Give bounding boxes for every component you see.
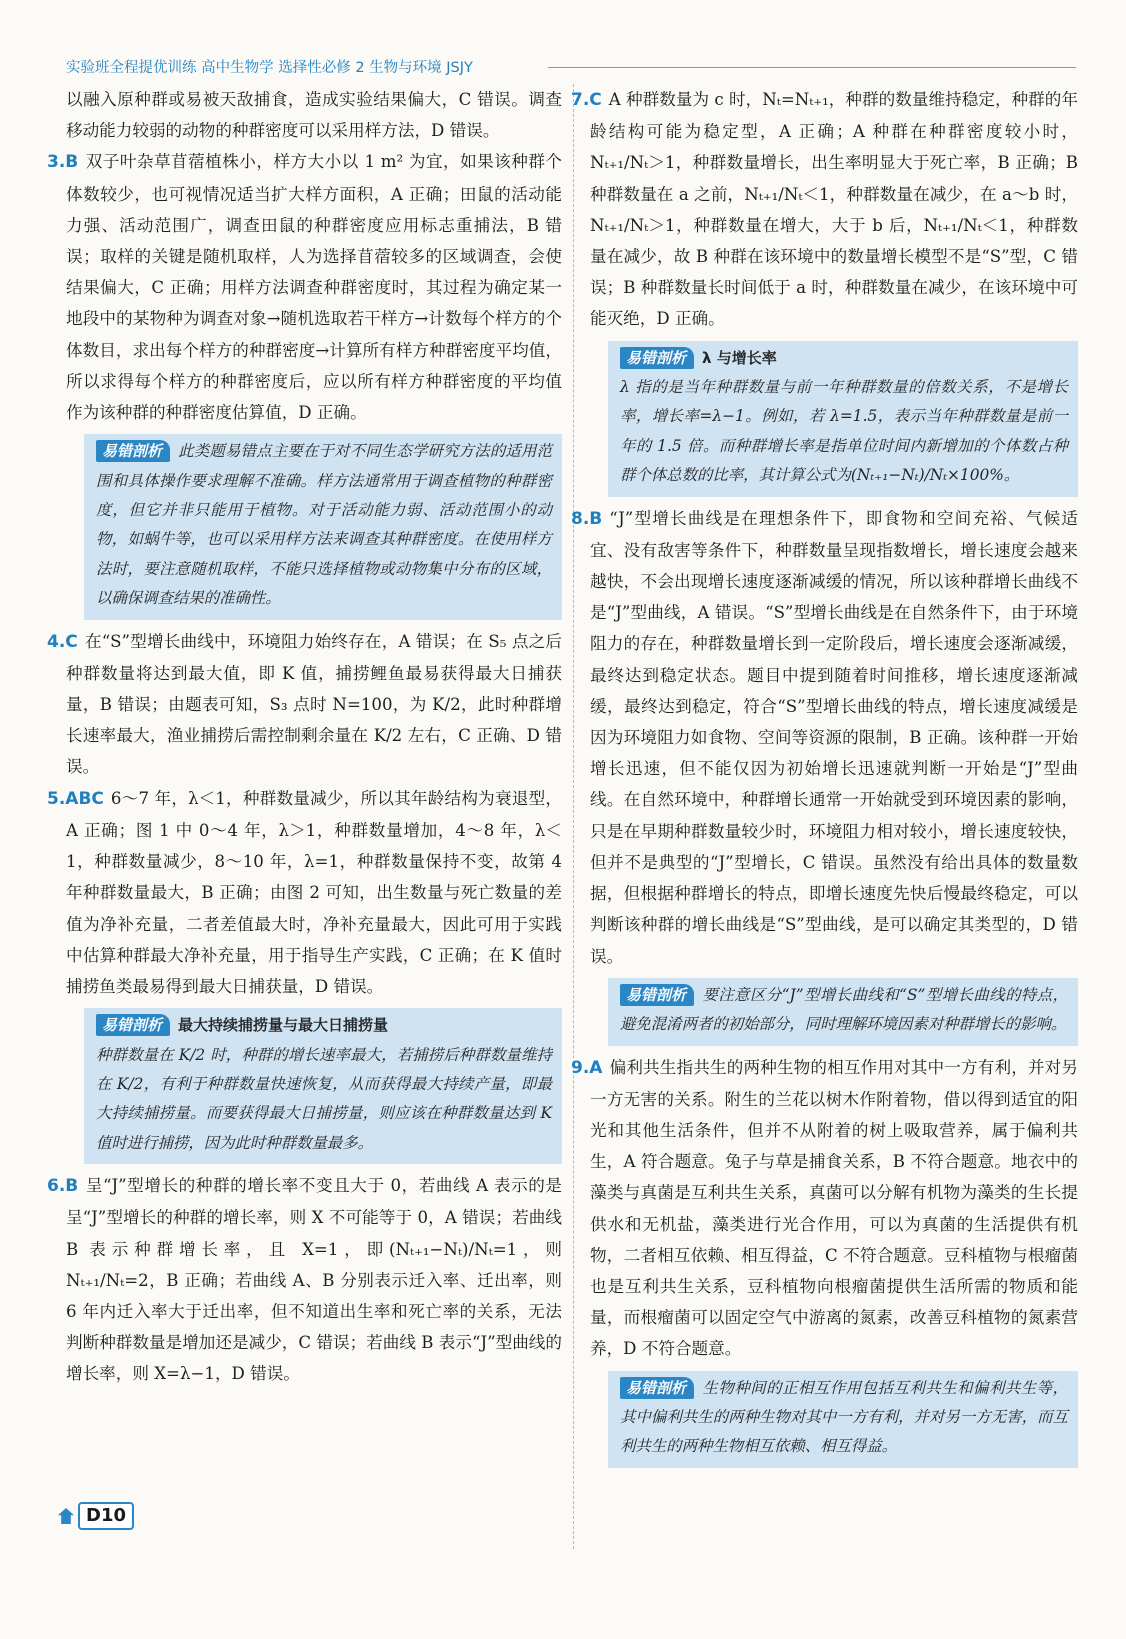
error-analysis-box: [608, 341, 1078, 497]
answer-number: 5.ABC: [47, 788, 104, 809]
answer-6: [47, 1170, 562, 1389]
answer-5: [47, 783, 562, 1002]
error-analysis-box: [84, 1008, 562, 1164]
error-analysis-title: λ 与增长率: [702, 348, 777, 367]
page-number: [58, 1502, 134, 1530]
error-analysis-text: λ 指的是当年种群数量与前一年种群数量的倍数关系，不是增长率，增长率=λ−1。例如，若 λ=1.5，表示当年种群数量是前一年的 1.5 倍。而种群增长率是指单位时间内新增加的个体数占种群个体总数的比率，其计算公式为(Nₜ₊₁−Nₜ)/Nₜ×100%。: [620, 378, 1068, 485]
error-analysis-text: 要注意区分“J”型增长曲线和“S”型增长曲线的特点，避免混淆两者的初始部分，同时理解环境因素对种群增长的影响。: [620, 985, 1068, 1034]
answer-number: 9.A: [571, 1057, 603, 1078]
column-divider: [573, 84, 574, 1549]
header-text: 实验班全程提优训练 高中生物学 选择性必修 2 生物与环境 JSJY: [66, 60, 473, 76]
running-header: [66, 56, 1076, 76]
answer-3: [47, 146, 562, 428]
error-analysis-box: [608, 1371, 1078, 1468]
error-analysis-text: 此类题易错点主要在于对不同生态学研究方法的适用范围和具体操作要求理解不准确。样方法通常用于调查植物的种群密度，但它并非只能用于植物。对于活动能力弱、活动范围小的动物，如蜗牛等，也可以采用样方法来调查其种群密度。在使用样方法时，要注意随机取样，不能只选择植物或动物集中分布的区域，以确保调查结果的准确性。: [96, 442, 552, 608]
answer-text: 6～7 年，λ＜1，种群数量减少，所以其年龄结构为衰退型，A 正确；图 1 中 0～4 年，λ＞1，种群数量增加，4～8 年，λ＜1，种群数量减少，8～10 年，λ=1，种群数量保持不变，故第 4 年种群数量最大，B 正确；由图 2 可知，出生数量与死亡数量的差值为净补充量，二者差值最大时，净补充量最大，因此可用于实践中估算种群最大净补充量，用于指导生产实践，C 正确；在 K 值时捕捞鱼类最易得到最大日捕获量，D 错误。: [66, 788, 562, 996]
error-analysis-tag: 易错剖析: [96, 1014, 170, 1036]
answer-text: A 种群数量为 c 时，Nₜ=Nₜ₊₁，种群的数量维持稳定，种群的年龄结构可能为稳定型，A 正确；A 种群在种群密度较小时，Nₜ₊₁/Nₜ＞1，种群数量增长，出生率明显大于死亡率，B 正确；B 种群数量在 a 之前，Nₜ₊₁/Nₜ＜1，种群数量在减少，在 a～b 时，Nₜ₊₁/Nₜ＞1，种群数量在增大，大于 b 后，Nₜ₊₁/Nₜ＜1，种群数量在减少，故 B 种群在该环境中的数量增长模型不是“S”型，C 错误；B 种群数量长时间低于 a 时，种群数量在减少，在该环境中可能灭绝，D 正确。: [590, 90, 1078, 329]
answer-text: “J”型增长曲线是在理想条件下，即食物和空间充裕、气候适宜、没有敌害等条件下，种群数量呈现指数增长，增长速度会越来越快，不会出现增长速度逐渐减缓的情况，所以该种群增长曲线不是“J”型曲线，A 错误。“S”型增长曲线是在自然条件下，由于环境阻力的存在，种群数量增长到一定阶段后，增长速度会逐渐减缓，最终达到稳定状态。题目中提到随着时间推移，增长速度逐渐减缓，最终达到稳定，符合“S”型增长曲线的特点，增长速度减缓是因为环境阻力如食物、空间等资源的限制，B 正确。该种群一开始增长迅速，但不能仅因为初始增长迅速就判断一开始是“J”型曲线。在自然环境中，种群增长通常一开始就受到环境因素的影响，只是在早期种群数量较少时，环境阻力相对较小，增长速度较快，但并不是典型的“J”型增长，C 错误。虽然没有给出具体的数量数据，但根据种群增长的特点，即增长速度先快后慢最终稳定，可以判断该种群的增长曲线是“S”型曲线，是可以确定其类型的，D 错误。: [590, 508, 1078, 966]
answer-8: [571, 503, 1078, 972]
answer-number: 8.B: [571, 508, 603, 529]
answer-text: 在“S”型增长曲线中，环境阻力始终存在，A 错误；在 S₅ 点之后种群数量将达到最大值，即 K 值，捕捞鲤鱼最易获得最大日捕获量，B 错误；由题表可知，S₃ 点时 N=100，为 K/2，此时种群增长速率最大，渔业捕捞后需控制剩余量在 K/2 左右，C 正确、D 错误。: [66, 631, 562, 777]
error-analysis-tag: 易错剖析: [620, 984, 694, 1006]
error-analysis-box: [608, 978, 1078, 1046]
error-analysis-title: 最大持续捕捞量与最大日捕捞量: [178, 1016, 389, 1035]
page-marker-icon: [58, 1508, 74, 1524]
header-rule: [548, 67, 1076, 68]
page-number-label: D10: [78, 1502, 134, 1530]
answer-number: 3.B: [47, 152, 79, 173]
answer-7: [571, 84, 1078, 335]
answer-4: [47, 626, 562, 783]
answer-number: 6.B: [47, 1176, 79, 1197]
answer-number: 4.C: [47, 631, 78, 652]
answer-text: 呈“J”型增长的种群的增长率不变且大于 0，若曲线 A 表示的是呈“J”型增长的种群的增长率，则 X 不可能等于 0，A 错误；若曲线 B 表示种群增长率，且 X=1，即(Nₜ₊₁−Nₜ)/Nₜ=1，则Nₜ₊₁/Nₜ=2，B 正确；若曲线 A、B 分别表示迁入率、迁出率，则 6 年内迁入率大于迁出率，但不知道出生率和死亡率的关系，无法判断种群数量是增加还是减少，C 错误；若曲线 B 表示“J”型曲线的增长率，则 X=λ−1，D 错误。: [66, 1176, 562, 1384]
continued-answer: 以融入原种群或易被天敌捕食，造成实验结果偏大，C 错误。调查移动能力较弱的动物的种群密度可以采用样方法，D 错误。: [66, 90, 562, 141]
error-analysis-tag: 易错剖析: [96, 440, 170, 462]
left-column: [47, 84, 562, 1390]
error-analysis-box: [84, 434, 562, 619]
error-analysis-tag: 易错剖析: [620, 1377, 694, 1399]
error-analysis-text: 种群数量在 K/2 时，种群的增长速率最大，若捕捞后种群数量维持在 K/2，有利于种群数量快速恢复，从而获得最大持续产量，即最大持续捕捞量。而要获得最大日捕捞量，则应该在种群数量达到 K 值时进行捕捞，因为此时种群数量最多。: [96, 1045, 552, 1152]
error-analysis-tag: 易错剖析: [620, 347, 694, 369]
answer-text: 双子叶杂草苜蓿植株小，样方大小以 1 m² 为宜，如果该种群个体数较少，也可视情况适当扩大样方面积，A 正确；田鼠的活动能力强、活动范围广，调查田鼠的种群密度应用标志重捕法，B 错误；取样的关键是随机取样，人为选择苜蓿较多的区域调查，会使结果偏大，C 正确；用样方法调查种群密度时，其过程为确定某一地段中的某物种为调查对象→随机选取若干样方→计数每个样方的个体数目，求出每个样方的种群密度→计算所有样方种群密度平均值，所以求得每个样方的种群密度后，应以所有样方种群密度的平均值作为该种群的种群密度估算值，D 正确。: [66, 152, 562, 423]
answer-text: 偏利共生指共生的两种生物的相互作用对其中一方有利，并对另一方无害的关系。附生的兰花以树木作附着物，借以得到适宜的阳光和其他生活条件，但并不从附着的树上吸取营养，属于偏利共生，A 符合题意。兔子与草是捕食关系，B 不符合题意。地衣中的藻类与真菌是互利共生关系，真菌可以分解有机物为藻类的生长提供水和无机盐，藻类进行光合作用，可以为真菌的生活提供有机物，二者相互依赖、相互得益，C 不符合题意。豆科植物与根瘤菌也是互利共生关系，豆科植物向根瘤菌提供生活所需的物质和能量，而根瘤菌可以固定空气中游离的氮素，改善豆科植物的氮素营养，D 不符合题意。: [590, 1057, 1078, 1359]
answer-number: 7.C: [571, 90, 602, 110]
error-analysis-text: 生物种间的正相互作用包括互利共生和偏利共生等，其中偏利共生的两种生物对其中一方有利，并对另一方无害，而互利共生的两种生物相互依赖、相互得益。: [620, 1378, 1068, 1456]
right-column: [571, 84, 1078, 1474]
answer-9: [571, 1052, 1078, 1365]
